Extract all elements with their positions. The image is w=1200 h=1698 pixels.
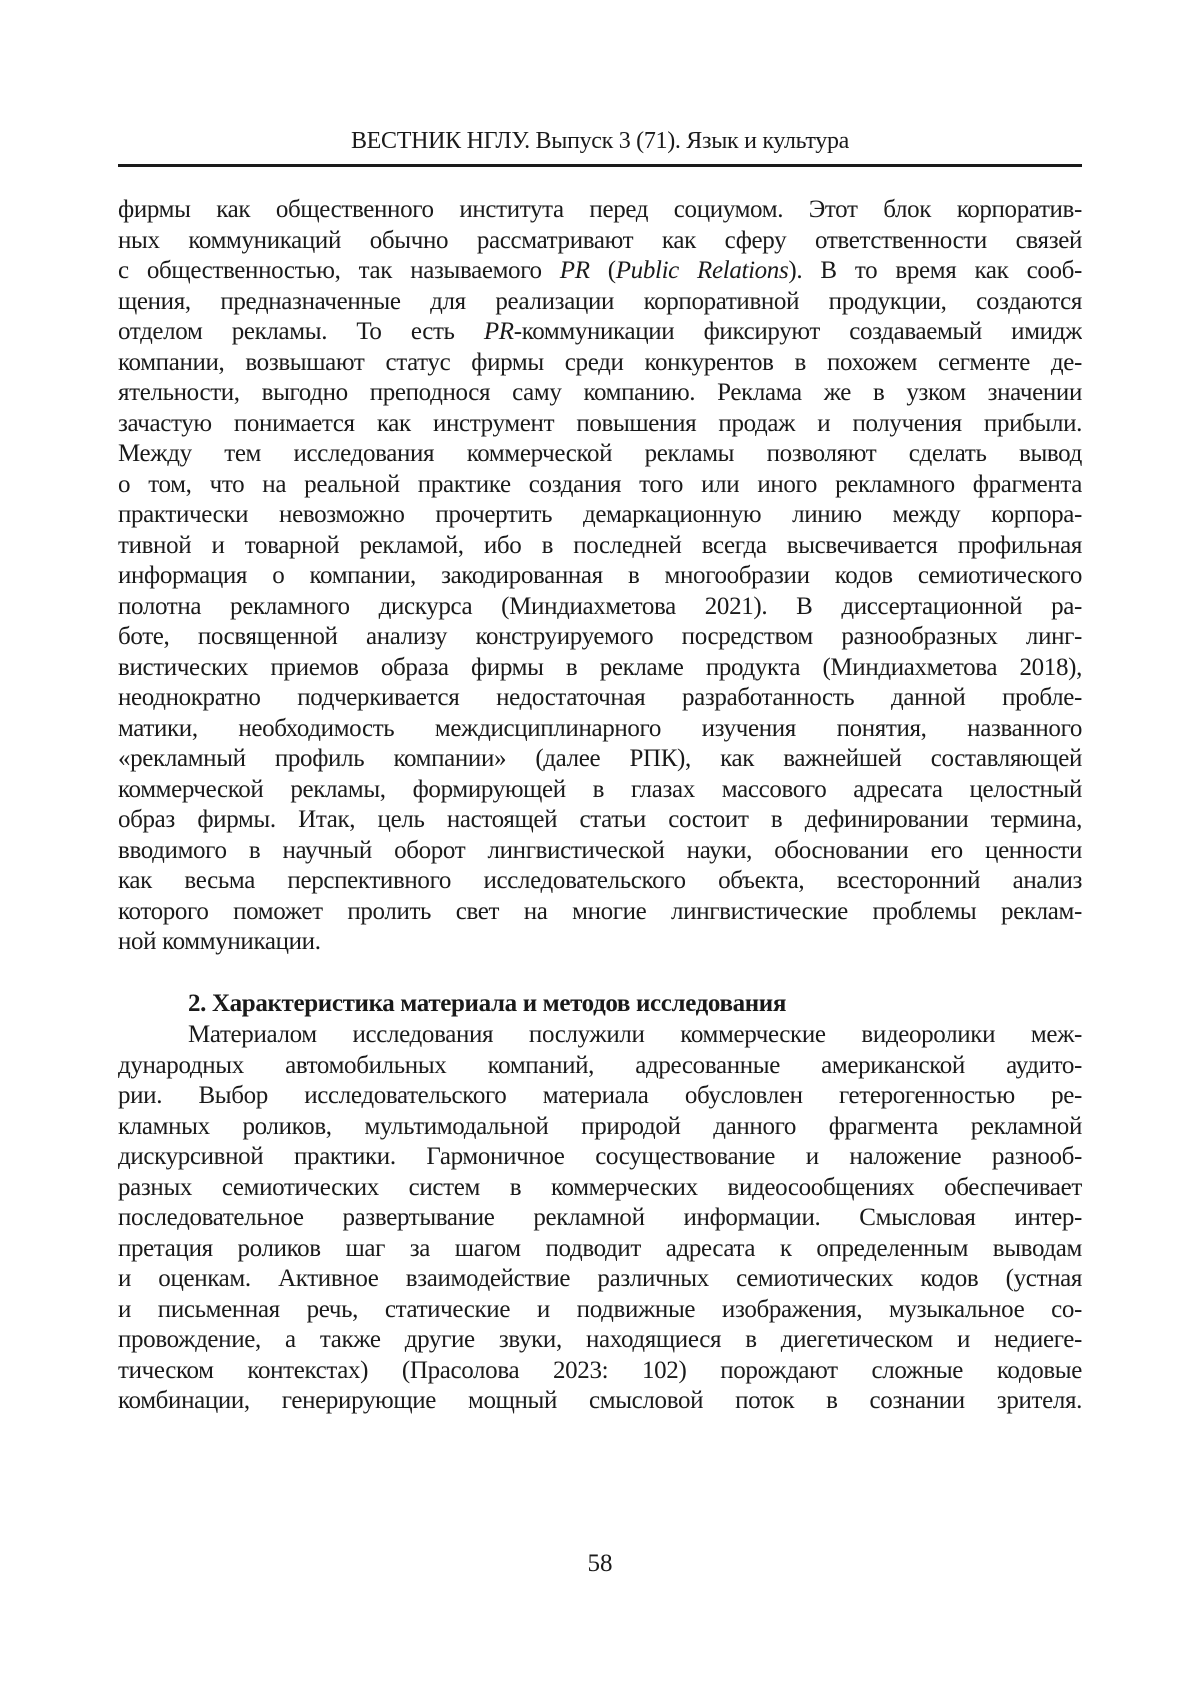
text-segment: претация роликов шаг за шагом подводит адресата к определенным выводам xyxy=(118,1235,1082,1262)
text-segment: кламных роликов, мультимодальной природой данного фрагмента рекламной xyxy=(118,1113,1082,1140)
text-line xyxy=(118,1386,1082,1417)
text-segment: комбинации, генерирующие мощный смысловой поток в сознании зрителя. xyxy=(118,1387,1082,1414)
text-line xyxy=(118,866,1082,897)
text-line xyxy=(118,1295,1082,1326)
text-segment: Материалом исследования послужили коммерческие видеоролики меж- xyxy=(188,1021,1082,1048)
text-segment: ной коммуникации. xyxy=(118,928,321,955)
text-line xyxy=(118,683,1082,714)
text-line xyxy=(118,226,1082,257)
text-line xyxy=(118,348,1082,379)
text-line xyxy=(118,1051,1082,1082)
text-segment: информация о компании, закодированная в многообразии кодов семиотического xyxy=(118,562,1082,589)
text-line xyxy=(118,1081,1082,1112)
text-line xyxy=(118,836,1082,867)
text-line xyxy=(118,531,1082,562)
text-line xyxy=(118,653,1082,684)
text-segment: с общественностью, так называемого xyxy=(118,257,560,284)
text-line xyxy=(118,1142,1082,1173)
text-segment: матики, необходимость междисциплинарного изучения понятия, названного xyxy=(118,715,1082,742)
paragraph-2 xyxy=(118,1020,1082,1417)
text-segment: последовательное развертывание рекламной информации. Смысловая интер- xyxy=(118,1204,1082,1231)
text-line xyxy=(118,256,1082,287)
text-line xyxy=(118,317,1082,348)
text-segment: отделом рекламы. То есть xyxy=(118,318,484,345)
text-line xyxy=(118,1325,1082,1356)
section-heading: 2. Характеристика материала и методов исследования xyxy=(118,989,1082,1020)
text-line xyxy=(118,714,1082,745)
text-line xyxy=(118,1264,1082,1295)
header-rule xyxy=(118,164,1082,167)
text-segment: «рекламный профиль компании» (далее РПК), как важнейшей составляющей xyxy=(118,745,1082,772)
text-line xyxy=(118,378,1082,409)
page-number: 58 xyxy=(0,1550,1200,1578)
italic-term: Public Relations xyxy=(616,257,789,284)
text-segment: вистических приемов образа фирмы в рекламе продукта (Миндиахметова 2018), xyxy=(118,654,1082,681)
text-segment: дународных автомобильных компаний, адресованные американской аудито- xyxy=(118,1052,1082,1079)
text-segment: вводимого в научный оборот лингвистической науки, обосновании его ценности xyxy=(118,837,1082,864)
text-segment: тическом контекстах) (Прасолова 2023: 102) порождают сложные кодовые xyxy=(118,1357,1082,1384)
text-line xyxy=(118,195,1082,226)
text-line xyxy=(118,409,1082,440)
text-segment: образ фирмы. Итак, цель настоящей статьи состоит в дефинировании термина, xyxy=(118,806,1082,833)
text-line xyxy=(118,897,1082,928)
text-line xyxy=(118,622,1082,653)
text-segment: Между тем исследования коммерческой рекламы позволяют сделать вывод xyxy=(118,440,1082,467)
text-segment: фирмы как общественного института перед социумом. Этот блок корпоратив- xyxy=(118,196,1082,223)
text-segment: и письменная речь, статические и подвижные изображения, музыкальное со- xyxy=(118,1296,1082,1323)
text-segment: зачастую понимается как инструмент повышения продаж и получения прибыли. xyxy=(118,410,1082,437)
text-segment: полотна рекламного дискурса (Миндиахметова 2021). В диссертационной ра- xyxy=(118,593,1082,620)
text-segment: неоднократно подчеркивается недостаточная разработанность данной пробле- xyxy=(118,684,1082,711)
text-segment: ных коммуникаций обычно рассматривают как сферу ответственности связей xyxy=(118,227,1082,254)
text-segment: -коммуникации фиксируют создаваемый имидж xyxy=(514,318,1082,345)
text-segment: провождение, а также другие звуки, находящиеся в диегетическом и недиеге- xyxy=(118,1326,1082,1353)
section-heading-block xyxy=(118,989,1082,1020)
text-line xyxy=(118,1112,1082,1143)
text-segment: щения, предназначенные для реализации корпоративной продукции, создаются xyxy=(118,288,1082,315)
text-line xyxy=(118,805,1082,836)
text-line xyxy=(118,775,1082,806)
text-line xyxy=(118,927,1082,958)
text-segment: дискурсивной практики. Гармоничное сосуществование и наложение разнооб- xyxy=(118,1143,1082,1170)
text-segment: компании, возвышают статус фирмы среди конкурентов в похожем сегменте де- xyxy=(118,349,1082,376)
text-segment: о том, что на реальной практике создания того или иного рекламного фрагмента xyxy=(118,471,1082,498)
running-header: ВЕСТНИК НГЛУ. Выпуск 3 (71). Язык и культура xyxy=(118,128,1082,155)
text-line xyxy=(118,1020,1082,1051)
text-line xyxy=(118,439,1082,470)
text-line xyxy=(118,592,1082,623)
text-line xyxy=(118,1234,1082,1265)
italic-term: PR xyxy=(560,257,590,284)
text-line xyxy=(118,1203,1082,1234)
text-line xyxy=(118,287,1082,318)
text-line xyxy=(118,470,1082,501)
paragraph-1 xyxy=(118,195,1082,958)
text-segment: практически невозможно прочертить демаркационную линию между корпора- xyxy=(118,501,1082,528)
text-segment: ( xyxy=(590,257,616,284)
text-segment: рии. Выбор исследовательского материала обусловлен гетерогенностью ре- xyxy=(118,1082,1082,1109)
text-segment: ятельности, выгодно преподнося саму компанию. Реклама же в узком значении xyxy=(118,379,1082,406)
text-segment: разных семиотических систем в коммерческих видеосообщениях обеспечивает xyxy=(118,1174,1082,1201)
text-segment: коммерческой рекламы, формирующей в глазах массового адресата целостный xyxy=(118,776,1082,803)
text-segment: как весьма перспективного исследовательского объекта, всесторонний анализ xyxy=(118,867,1082,894)
text-segment: тивной и товарной рекламой, ибо в последней всегда высвечивается профильная xyxy=(118,532,1082,559)
text-line xyxy=(118,744,1082,775)
text-line xyxy=(118,1356,1082,1387)
text-line xyxy=(118,500,1082,531)
italic-term: PR xyxy=(484,318,514,345)
text-segment: боте, посвященной анализу конструируемого посредством разнообразных линг- xyxy=(118,623,1082,650)
text-segment: и оценкам. Активное взаимодействие различных семиотических кодов (устная xyxy=(118,1265,1082,1292)
text-line xyxy=(118,561,1082,592)
text-segment: ). В то время как сооб- xyxy=(788,257,1082,284)
text-segment: которого поможет пролить свет на многие лингвистические проблемы реклам- xyxy=(118,898,1082,925)
text-line xyxy=(118,1173,1082,1204)
